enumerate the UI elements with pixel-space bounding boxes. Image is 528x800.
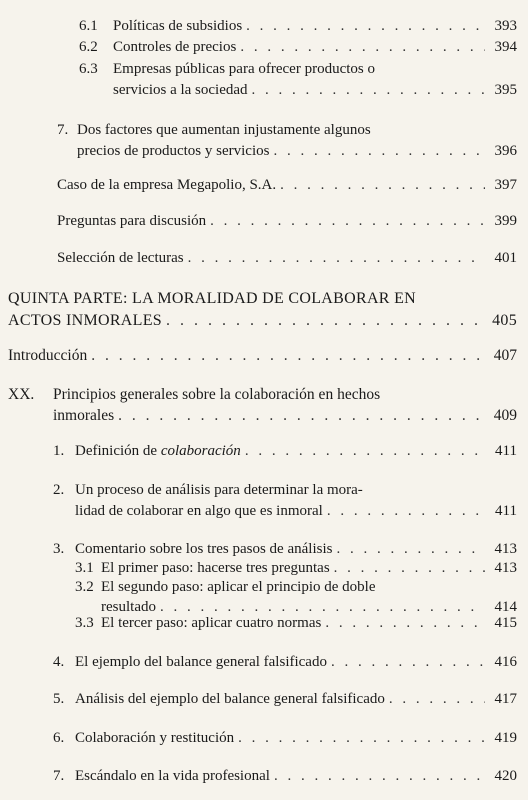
toc-title-italic: colaboración <box>160 443 241 459</box>
toc-page-number: 417 <box>494 691 517 707</box>
toc-title: Controles de precios <box>113 39 237 55</box>
toc-page-number: 405 <box>492 312 517 329</box>
toc-entry-chapter-xx <box>8 385 517 425</box>
dot-leader <box>91 346 485 365</box>
dot-leader <box>334 559 485 578</box>
toc-number: 3. <box>53 541 65 557</box>
toc-entry-3-1 <box>75 559 517 578</box>
dot-leader <box>327 502 485 521</box>
toc-number: 6. <box>53 730 65 746</box>
dot-leader <box>118 406 485 425</box>
toc-page-number: 416 <box>494 654 517 670</box>
toc-entry-questions <box>57 212 517 231</box>
dot-leader <box>188 249 485 268</box>
toc-title <box>75 442 241 461</box>
toc-page-number: 409 <box>493 407 517 424</box>
dot-leader <box>273 142 485 161</box>
toc-entry-introduction <box>8 346 517 365</box>
toc-number: 2. <box>53 482 65 498</box>
toc-entry-3-3 <box>75 614 517 633</box>
toc-title-continued: precios de productos y servicios <box>77 143 270 159</box>
toc-page-number: 394 <box>494 39 517 55</box>
toc-title: Introducción <box>8 347 88 364</box>
toc-title: El segundo paso: aplicar el principio de doble <box>101 579 376 595</box>
toc-title: El tercer paso: aplicar cuatro normas <box>101 615 322 631</box>
toc-number: 5. <box>53 691 65 707</box>
toc-number: 3.3 <box>75 615 94 631</box>
toc-page-number: 420 <box>494 768 517 784</box>
toc-page-number: 415 <box>494 615 517 631</box>
toc-title: Preguntas para discusión <box>57 213 207 229</box>
dot-leader <box>274 767 485 786</box>
toc-number: 7. <box>57 122 69 138</box>
toc-number: 6.1 <box>79 18 98 34</box>
toc-title: Un proceso de análisis para determinar la mora- <box>75 482 363 498</box>
dot-leader <box>389 690 485 709</box>
toc-entry-case <box>57 176 517 195</box>
dot-leader <box>245 442 485 461</box>
toc-number: 1. <box>53 443 65 459</box>
toc-page-number: 395 <box>494 82 517 98</box>
toc-title: Políticas de subsidios <box>113 18 243 34</box>
toc-number: 3.2 <box>75 579 94 595</box>
toc-title-prefix: Definición de <box>75 443 161 459</box>
toc-page-number: 401 <box>494 250 517 266</box>
dot-leader <box>210 212 485 231</box>
toc-entry-4 <box>53 653 517 672</box>
toc-page-number: 413 <box>494 541 517 557</box>
dot-leader <box>336 540 485 559</box>
toc-entry-1 <box>53 442 517 461</box>
toc-title: Dos factores que aumentan injustamente algunos <box>77 122 371 138</box>
dot-leader <box>325 614 485 633</box>
toc-page-number: 411 <box>495 503 517 519</box>
toc-title: Colaboración y restitución <box>75 730 235 746</box>
toc-entry-7 <box>57 121 517 161</box>
toc-page-number: 419 <box>494 730 517 746</box>
toc-page-number: 396 <box>494 143 517 159</box>
toc-entry-6-2 <box>79 38 517 57</box>
dot-leader <box>252 81 485 100</box>
toc-page-number: 413 <box>494 560 517 576</box>
toc-number: 3.1 <box>75 560 94 576</box>
toc-entry-2 <box>53 481 517 521</box>
dot-leader <box>166 311 485 330</box>
toc-page-number: 407 <box>493 347 517 364</box>
toc-entry-part-five <box>8 289 517 330</box>
dot-leader <box>331 653 485 672</box>
toc-title: Escándalo en la vida profesional <box>75 768 270 784</box>
toc-entry-readings <box>57 249 517 268</box>
part-title-continued: ACTOS INMORALES <box>8 312 162 329</box>
toc-title: El primer paso: hacerse tres preguntas <box>101 560 330 576</box>
toc-page-number: 393 <box>494 18 517 34</box>
dot-leader <box>246 17 485 36</box>
dot-leader <box>280 176 485 195</box>
toc-entry-6-3 <box>79 60 517 100</box>
toc-number: XX. <box>8 386 35 403</box>
toc-entry-6 <box>53 729 517 748</box>
toc-page-number: 399 <box>494 213 517 229</box>
toc-number: 6.2 <box>79 39 98 55</box>
toc-title: Comentario sobre los tres pasos de análisis <box>75 541 333 557</box>
toc-entry-3-2 <box>75 578 517 617</box>
toc-title: Principios generales sobre la colaboración en hechos <box>53 386 381 403</box>
toc-number: 4. <box>53 654 65 670</box>
toc-page-number: 411 <box>495 443 517 459</box>
toc-title-continued: inmorales <box>53 407 115 424</box>
toc-page-number: 414 <box>494 599 517 615</box>
toc-number: 7. <box>53 768 65 784</box>
toc-title: El ejemplo del balance general falsificado <box>75 654 327 670</box>
toc-entry-7-scandal <box>53 767 517 786</box>
toc-title: Empresas públicas para ofrecer productos o <box>113 61 375 77</box>
toc-title: Caso de la empresa Megapolio, S.A. <box>57 177 277 193</box>
toc-title: Análisis del ejemplo del balance general falsificado <box>75 691 385 707</box>
toc-entry-5 <box>53 690 517 709</box>
toc-entry-3 <box>53 540 517 559</box>
toc-title: Selección de lecturas <box>57 250 184 266</box>
toc-number: 6.3 <box>79 61 98 77</box>
toc-title-continued: servicios a la sociedad <box>113 82 248 98</box>
toc-entry-6-1 <box>79 17 517 36</box>
toc-page-number: 397 <box>494 177 517 193</box>
toc-title-continued: lidad de colaborar en algo que es inmoral <box>75 503 323 519</box>
dot-leader <box>240 38 485 57</box>
dot-leader <box>238 729 485 748</box>
toc-title-continued: resultado <box>101 599 156 615</box>
part-title: QUINTA PARTE: LA MORALIDAD DE COLABORAR EN <box>8 290 416 307</box>
